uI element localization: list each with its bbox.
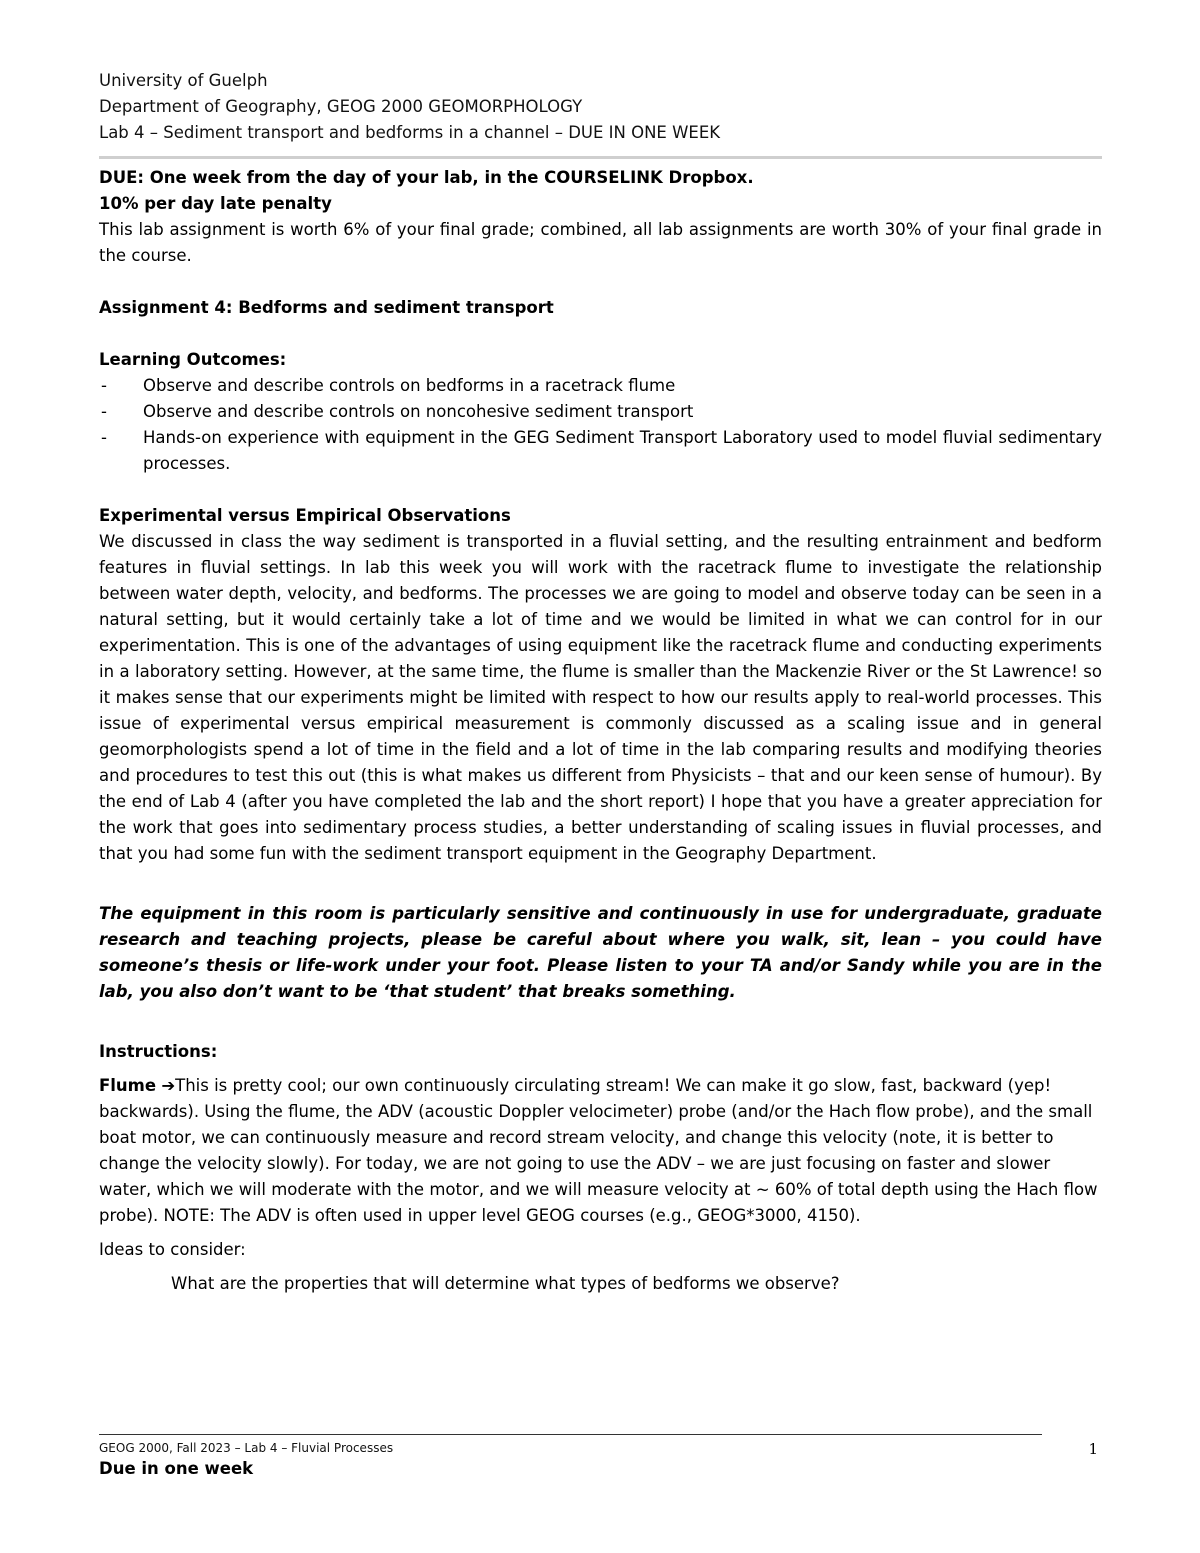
instructions-heading: Instructions: (99, 1042, 218, 1061)
due-line: DUE: One week from the day of your lab, in the COURSELINK Dropbox. (99, 168, 754, 187)
outcomes-list (99, 373, 1102, 477)
list-item: - Observe and describe controls on noncohesive sediment transport (101, 402, 694, 421)
due-section (99, 165, 1102, 269)
assignment-title: Assignment 4: Bedforms and sediment transport (99, 298, 554, 317)
ideas-label: Ideas to consider: (99, 1240, 246, 1259)
document-header (99, 68, 1102, 159)
experimental-section (99, 503, 1102, 867)
experimental-heading: Experimental versus Empirical Observations (99, 506, 511, 525)
instructions-section (99, 1039, 1102, 1297)
idea-item: What are the properties that will determine what types of bedforms we observe? (171, 1274, 840, 1293)
flume-paragraph (99, 1073, 1102, 1229)
header-university: University of Guelph (99, 71, 268, 90)
arrow-icon: ➔ (161, 1076, 176, 1095)
late-penalty: 10% per day late penalty (99, 194, 332, 213)
header-lab-title: Lab 4 – Sediment transport and bedforms in a channel – DUE IN ONE WEEK (99, 123, 721, 142)
flume-text: This is pretty cool; our own continuously circulating stream! We can make it go slow, fast, backward (yep! backwards). Using the flume, the ADV (acoustic Doppler velocimeter) probe (and/or the Hach flow probe), and the small boat motor, we can continuously measure and record stream velocity, and change this velocity (note, it is better to change the velocity slowly). For today, we are not going to use the ADV – we are just focusing on faster and slower water, which we will moderate with the motor, and we will measure velocity at ~ 60% of total depth using the Hach flow probe). NOTE: The ADV is often used in upper level GEOG courses (e.g., GEOG*3000, 4150). (99, 1076, 1098, 1225)
header-divider (99, 156, 1102, 159)
outcomes-heading: Learning Outcomes: (99, 350, 287, 369)
experimental-body: We discussed in class the way sediment is transported in a fluvial setting, and the resulting entrainment and bedform features in fluvial settings. In lab this week you will work with the racetrack flume to investigate the relationship between water depth, velocity, and bedforms. The processes we are going to model and observe today can be seen in a natural setting, but it would certainly take a lot of time and we would be limited in what we can control for in our experimentation. This is one of the advantages of using equipment like the racetrack flume and conducting experiments in a laboratory setting. However, at the same time, the flume is smaller than the Mackenzie River or the St Lawrence! so it makes sense that our experiments might be limited with respect to how our results apply to real-world processes. This issue of experimental versus empirical measurement is commonly discussed as a scaling issue and in general geomorphologists spend a lot of time in the field and a lot of time in the lab comparing results and modifying theories and procedures to test this out (this is what makes us different from Physicists – that and our keen sense of humour). By the end of Lab 4 (after you have completed the lab and the short report) I hope that you have a greater appreciation for the work that goes into sedimentary process studies, a better understanding of scaling issues in fluvial processes, and that you had some fun with the sediment transport equipment in the Geography Department. (99, 532, 1102, 863)
learning-outcomes (99, 347, 1102, 477)
grade-weight: This lab assignment is worth 6% of your final grade; combined, all lab assignments are worth 30% of your final grade in the course. (99, 220, 1102, 265)
list-item: - Observe and describe controls on bedforms in a racetrack flume (101, 376, 676, 395)
list-item: - Hands-on experience with equipment in the GEG Sediment Transport Laboratory used to model fluvial sedimentary processes. (101, 428, 1102, 473)
page-number: 1 (1088, 1440, 1098, 1458)
header-department: Department of Geography, GEOG 2000 GEOMORPHOLOGY (99, 97, 583, 116)
flume-label: Flume (99, 1076, 157, 1095)
page-footer (99, 1434, 1102, 1478)
document-page (99, 68, 1102, 1297)
footer-divider (99, 1434, 1042, 1435)
footer-due: Due in one week (99, 1459, 254, 1478)
footer-course: GEOG 2000, Fall 2023 – Lab 4 – Fluvial Processes (99, 1441, 394, 1455)
safety-warning: The equipment in this room is particularly sensitive and continuously in use for undergraduate, graduate research and teaching projects, please be careful about where you walk, sit, lean – you could have someone’s thesis or life-work under your foot. Please listen to your TA and/or Sandy while you are in the lab, you also don’t want to be ‘that student’ that breaks something. (99, 904, 1102, 1001)
